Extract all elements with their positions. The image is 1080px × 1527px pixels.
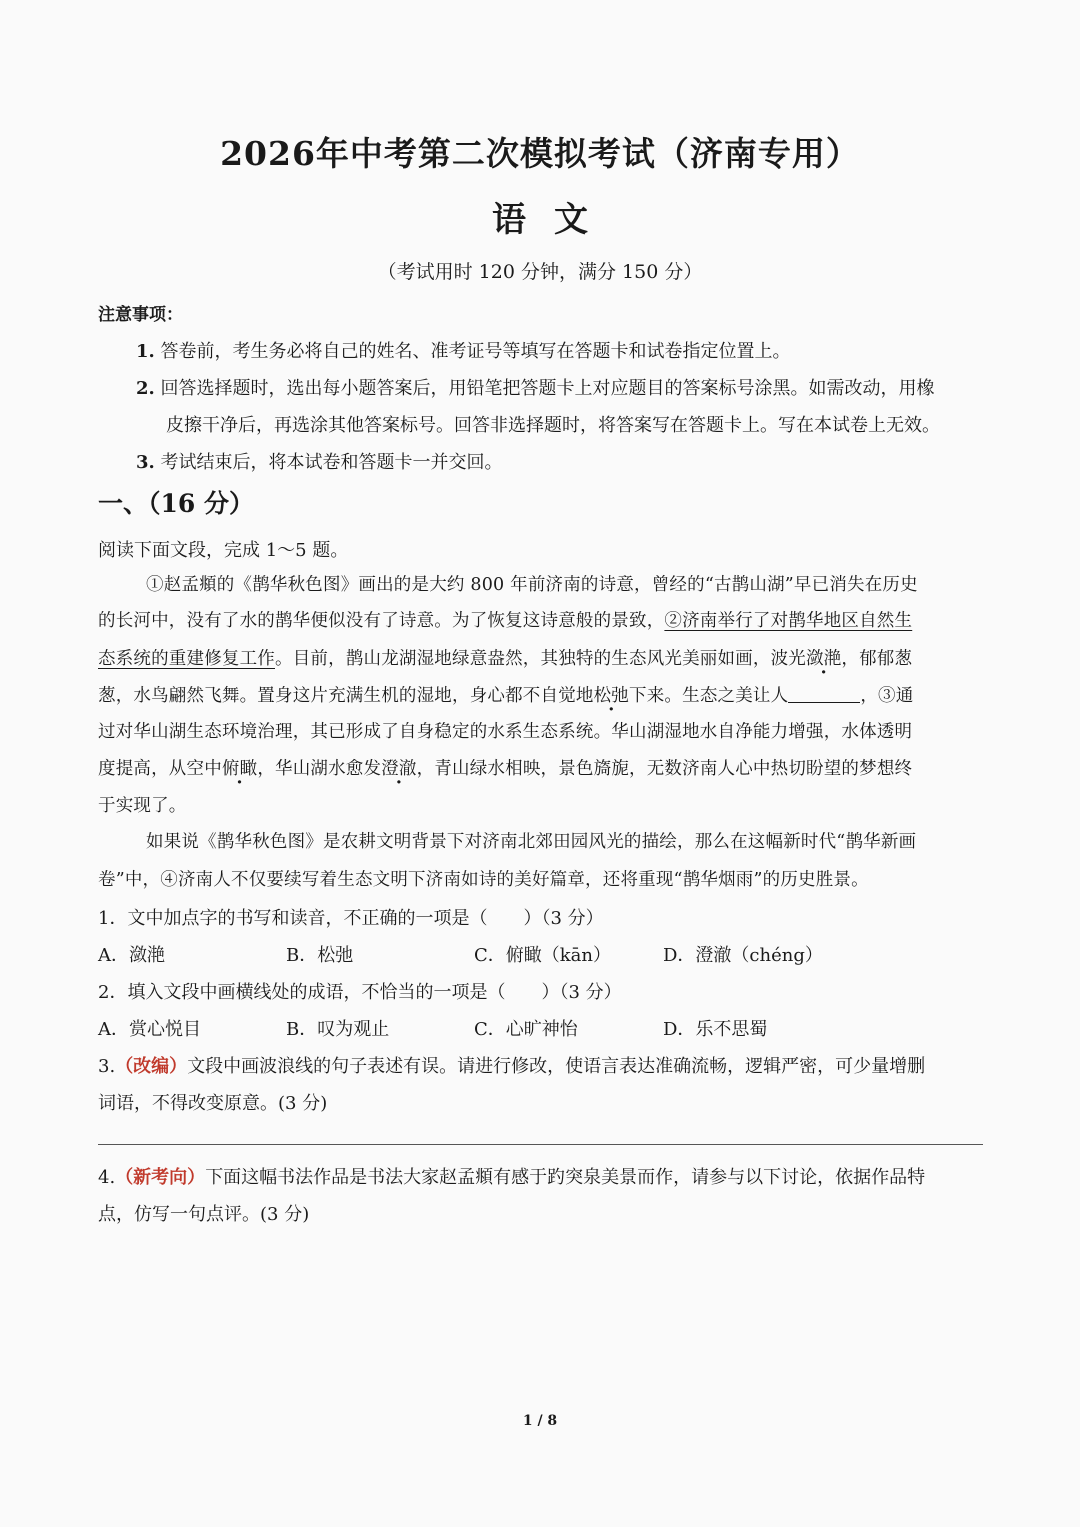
passage-text: 度提高，从空中 xyxy=(98,759,222,779)
question-text: 下面这幅书法作品是书法大家赵孟頫有感于趵突泉美景而作，请参与以下讨论，依据作品特 xyxy=(205,1167,926,1188)
answer-divider-line xyxy=(98,1144,983,1145)
q2-option-a: A．赏心悦目 xyxy=(98,1019,201,1040)
passage-text: 下来。生态之美让人 xyxy=(629,686,789,706)
notice-item-text: 回答选择题时，选出每小题答案后，用铅笔把答题卡上对应题目的答案标号涂黑。如需改动，用橡 xyxy=(160,378,935,399)
passage-line: 卷”中，④济南人不仅要续写着生态文明下济南如诗的美好篇章，还将重现“鹊华烟雨”的历史胜景。 xyxy=(98,870,869,890)
dotted-word: 松弛 xyxy=(593,686,630,706)
notice-item-number: 3. xyxy=(136,452,155,473)
passage-text: ，③通 xyxy=(860,686,914,706)
q1-option-a: A．潋滟 xyxy=(98,945,165,966)
question-text: 文段中画波浪线的句子表述有误。请进行修改，使语言表达准确流畅，逻辑严密，可少量增删 xyxy=(187,1056,926,1077)
question-3-line-2: 词语，不得改变原意。(3 分) xyxy=(98,1093,328,1114)
exam-title: 2026年中考第二次模拟考试（济南专用） xyxy=(220,134,860,173)
question-number: 3. xyxy=(98,1056,116,1077)
passage-text: ，郁郁葱 xyxy=(841,649,913,669)
subject-title: 语文 xyxy=(492,200,616,240)
q2-option-b: B．叹为观止 xyxy=(286,1019,390,1040)
passage-text: 。目前，鹊山龙湖湿地绿意盎然，其独特的生态风光美丽如画，波光 xyxy=(275,649,806,669)
passage-line: 如果说《鹊华秋色图》是农耕文明背景下对济南北郊田园风光的描绘，那么在这幅新时代“鹊华新画 xyxy=(146,832,917,852)
question-tag: （新考向） xyxy=(115,1167,206,1188)
passage-text: ，青山绿水相映，景色旖旎，无数济南人心中热切盼望的梦想终 xyxy=(416,759,913,779)
notice-item-number: 1. xyxy=(136,341,155,362)
question-4-line-2: 点，仿写一句点评。(3 分) xyxy=(98,1204,310,1225)
section-heading: 一、（16 分） xyxy=(98,489,254,518)
underlined-sentence: 态系统的重建修复工作 xyxy=(98,649,275,669)
passage-text: ，华山湖水愈发 xyxy=(257,759,382,779)
notice-item-2-line-2: 皮擦干净后，再选涂其他答案标号。回答非选择题时，将答案写在答题卡上。写在本试卷上无效。 xyxy=(166,415,940,436)
passage-line: 于实现了。 xyxy=(98,796,187,816)
notice-item-2 xyxy=(136,374,935,400)
q1-option-b: B．松弛 xyxy=(286,945,354,966)
notice-item-text: 考试结束后，将本试卷和答题卡一并交回。 xyxy=(160,452,503,473)
q1-option-d: D．澄澈（chéng） xyxy=(663,945,823,966)
question-4 xyxy=(98,1163,925,1189)
dotted-word: 潋滟 xyxy=(806,649,842,669)
page-number: 1 / 8 xyxy=(522,1413,558,1429)
fill-in-blank xyxy=(788,701,860,703)
notice-item-1 xyxy=(136,337,791,363)
passage-line xyxy=(98,682,913,707)
question-3 xyxy=(98,1052,925,1078)
q2-option-c: C．心旷神怡 xyxy=(474,1019,578,1040)
passage-text: 的长河中，没有了水的鹊华便似没有了诗意。为了恢复这诗意般的景致， xyxy=(98,611,665,631)
question-1-stem: 1．文中加点字的书写和读音，不正确的一项是（ ）（3 分） xyxy=(98,908,604,929)
section-instruction: 阅读下面文段，完成 1～5 题。 xyxy=(98,540,349,561)
notice-item-text: 答卷前，考生务必将自己的姓名、准考证号等填写在答题卡和试卷指定位置上。 xyxy=(160,341,791,362)
notice-item-number: 2. xyxy=(136,378,155,399)
passage-line: ①赵孟頫的《鹊华秋色图》画出的是大约 800 年前济南的诗意，曾经的“古鹊山湖”早已消失在历史 xyxy=(146,575,918,595)
passage-line xyxy=(98,607,912,632)
q2-option-d: D．乐不思蜀 xyxy=(663,1019,768,1040)
dotted-word: 澄澈 xyxy=(381,759,417,779)
notice-item-3 xyxy=(136,448,503,474)
exam-info: （考试用时 120 分钟，满分 150 分） xyxy=(377,261,703,283)
question-number: 4. xyxy=(98,1167,116,1188)
passage-text: 葱，水鸟翩然飞舞。置身这片充满生机的湿地，身心都不自觉地 xyxy=(98,686,594,706)
passage-line xyxy=(98,755,912,780)
notice-heading: 注意事项： xyxy=(98,305,183,325)
underlined-sentence: ②济南举行了对鹊华地区自然生 xyxy=(664,611,913,631)
question-tag: （改编） xyxy=(115,1056,188,1077)
passage-line xyxy=(98,645,912,670)
passage-line: 过对华山湖生态环境治理，其已形成了自身稳定的水系生态系统。华山湖湿地水自净能力增强，水体透明 xyxy=(98,722,913,742)
dotted-word: 俯瞰 xyxy=(221,759,258,779)
q1-option-c: C．俯瞰（kān） xyxy=(474,945,612,966)
question-2-stem: 2．填入文段中画横线处的成语，不恰当的一项是（ ）（3 分） xyxy=(98,982,622,1003)
